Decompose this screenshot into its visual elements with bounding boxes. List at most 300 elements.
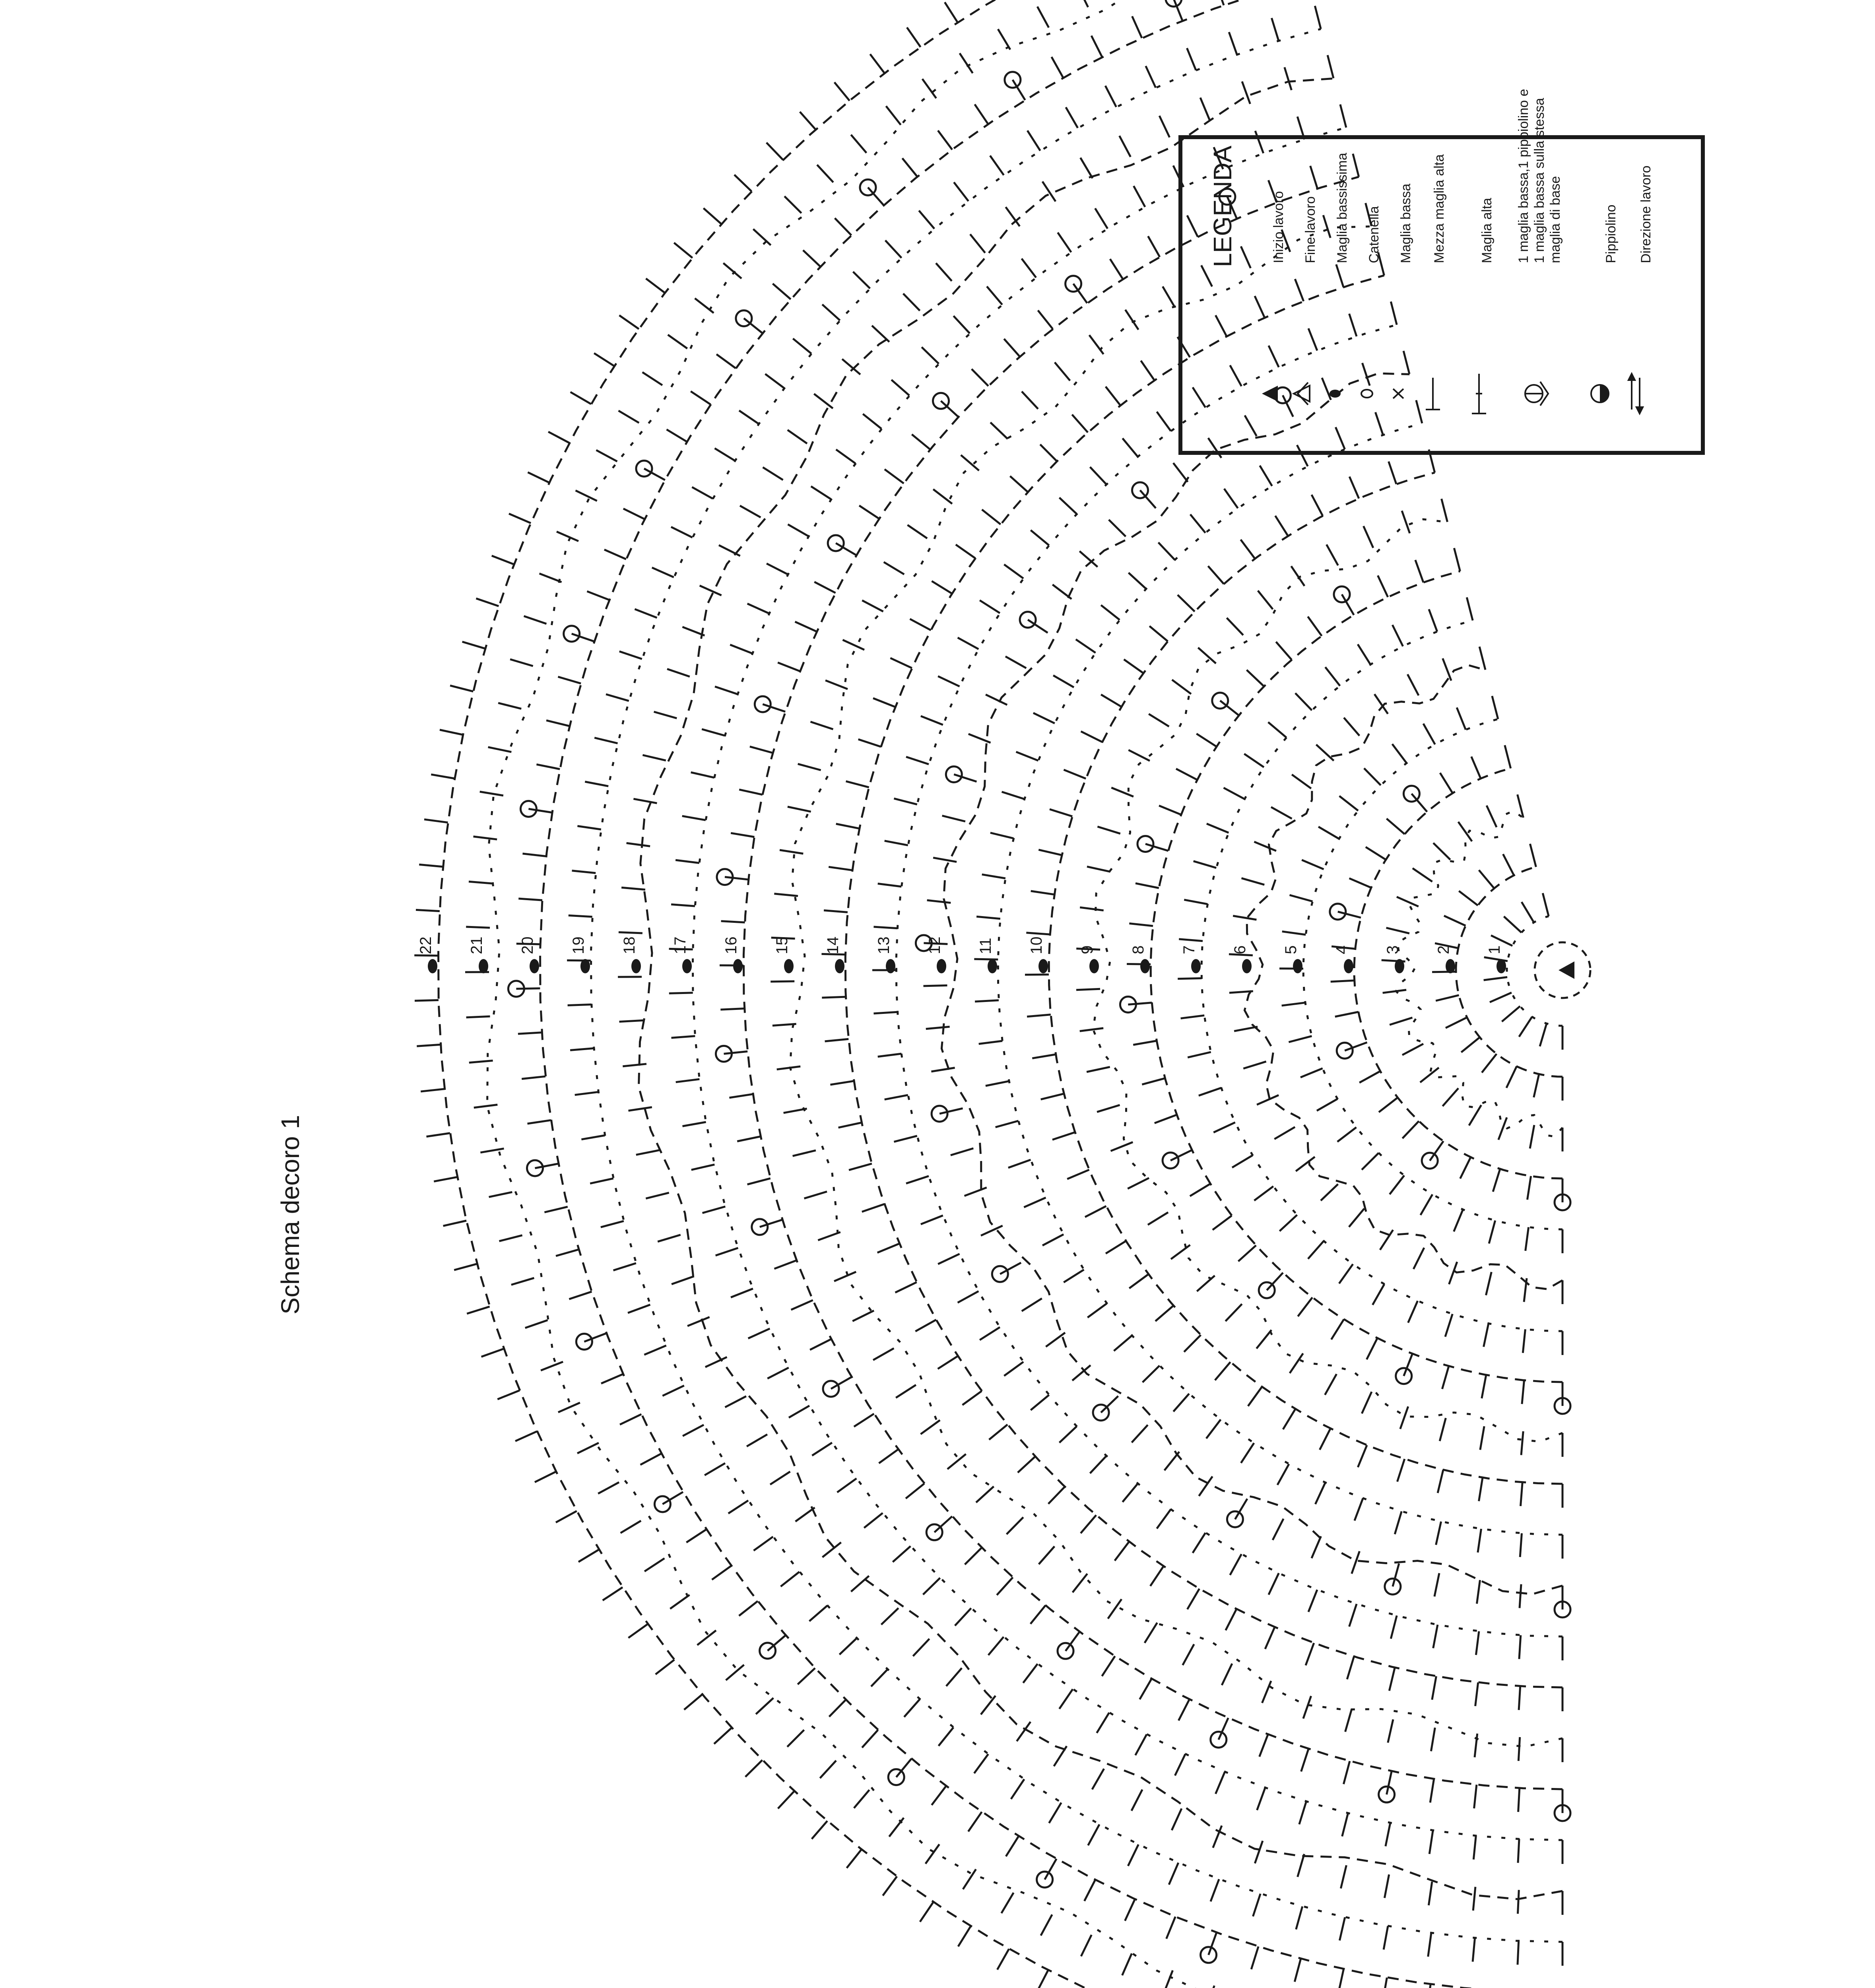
stitch-post (997, 1577, 1013, 1595)
stitch-post (982, 510, 1001, 524)
stitch-post (619, 651, 642, 659)
stitch-post (528, 1120, 551, 1124)
stitch-post (548, 432, 569, 443)
stitch-post (789, 1406, 809, 1417)
stitch-post (1530, 1125, 1534, 1149)
stitch-post (467, 1307, 489, 1314)
slip-stitch-mark (1293, 959, 1302, 973)
stitch-post (715, 687, 738, 694)
stitch-post (1145, 1623, 1157, 1643)
stitch-post (672, 1276, 694, 1284)
stitch-post (894, 798, 917, 804)
stitch-post (1149, 626, 1168, 641)
stitch-post (1042, 182, 1056, 202)
row-label: 18 (621, 936, 638, 954)
stitch-post (725, 877, 749, 880)
stitch-post (1429, 1882, 1432, 1905)
stitch-post (585, 782, 608, 786)
stitch-post (1148, 236, 1160, 257)
stitch-post (1503, 854, 1514, 875)
stitch-post (1282, 932, 1306, 935)
stitch-post (671, 905, 695, 906)
row-arc (1396, 811, 1562, 1137)
stitch-post (1206, 1419, 1221, 1439)
stitch-post (1059, 1689, 1073, 1709)
stitch-post (654, 712, 677, 718)
stitch-post (1128, 750, 1150, 761)
stitch-post (488, 747, 512, 752)
stitch-post (774, 894, 798, 896)
stitch-post (1490, 992, 1512, 1002)
stitch-post (1140, 1679, 1152, 1699)
stitch-post (1002, 792, 1025, 799)
stitch-post (1302, 860, 1324, 869)
stitch-post (1543, 893, 1549, 916)
stitch-post (933, 858, 957, 862)
stitch-post (619, 1020, 643, 1021)
slip-stitch-mark (1191, 959, 1201, 973)
stitch-post (1254, 1186, 1273, 1201)
stitch-post (963, 1391, 982, 1405)
stitch-post (958, 638, 979, 649)
stitch-post (528, 809, 552, 812)
stitch-post (1008, 1160, 1031, 1168)
stitch-post (836, 543, 856, 555)
stitch-post (778, 662, 800, 671)
stitch-post (1421, 1194, 1432, 1215)
row-label: 22 (417, 936, 435, 954)
start-arrow-mark (1559, 961, 1574, 979)
stitch-post (1171, 1245, 1190, 1259)
stitch-post (714, 1728, 732, 1744)
stitch-post (773, 283, 791, 299)
stitch-post (1216, 0, 1224, 5)
stitch-post (1347, 1656, 1354, 1679)
stitch-post (938, 1356, 958, 1369)
stitch-post (469, 881, 493, 883)
stitch-post (811, 722, 833, 729)
stitch-post (1084, 1880, 1095, 1901)
stitch-post (1366, 1338, 1377, 1360)
stitch-post (798, 1668, 815, 1684)
stitch-post (1454, 548, 1460, 571)
stitch-post (1429, 1831, 1433, 1854)
stitch-post (536, 765, 560, 769)
stitch-post (968, 1812, 982, 1831)
stitch-post (894, 1136, 917, 1142)
stitch-post (544, 1207, 567, 1212)
stitch-post (784, 196, 802, 213)
stitch-post (644, 1558, 664, 1571)
stitch-post (798, 764, 821, 770)
stitch-post (1132, 1425, 1148, 1442)
stitch-post (906, 1483, 924, 1499)
slip-stitch-mark (479, 959, 488, 973)
stitch-post (575, 1092, 599, 1095)
stitch-post (1060, 498, 1077, 514)
stitch-post (1049, 1803, 1062, 1823)
stitch-post (1504, 916, 1522, 933)
stitch-post (1148, 1212, 1168, 1225)
stitch-post (1046, 1333, 1066, 1347)
stitch-post (1428, 1933, 1431, 1957)
row-label: 5 (1282, 945, 1300, 954)
stitch-post (528, 472, 549, 483)
stitch-post (1155, 1306, 1174, 1321)
stitch-post (421, 1089, 444, 1091)
stitch-post (682, 816, 706, 820)
stitch-post (1397, 1459, 1404, 1481)
stitch-post (1134, 186, 1145, 207)
stitch-post (1273, 1519, 1283, 1540)
stitch-post (942, 816, 965, 822)
stitch-post (825, 1039, 849, 1041)
stitch-post (720, 1009, 744, 1010)
stitch-post (1022, 258, 1036, 278)
stitch-post (1054, 1746, 1067, 1767)
stitch-post (1337, 1127, 1357, 1142)
stitch-post (1459, 891, 1478, 905)
stitch-post (705, 1463, 725, 1475)
stitch-post (777, 1066, 801, 1070)
legend-title: LEGENDA (1208, 146, 1237, 267)
stitch-post (986, 1081, 1009, 1086)
stitch-post (1478, 1529, 1481, 1552)
stitch-post (1358, 1445, 1367, 1468)
stitch-post (662, 1386, 684, 1396)
stitch-post (756, 1698, 773, 1714)
stitch-post (1129, 1274, 1148, 1289)
stitch-post (1443, 658, 1452, 681)
stitch-post (979, 1041, 1003, 1044)
stitch-post (1522, 902, 1534, 922)
row-arc (1354, 769, 1562, 1179)
picot-cluster-icon (1525, 382, 1548, 406)
stitch-post (1358, 644, 1370, 664)
stitch-post (1135, 883, 1159, 888)
stitch-post (535, 1472, 556, 1482)
stitch-post (1389, 1668, 1395, 1691)
stitch-post (1213, 1122, 1235, 1132)
stitch-post (601, 1374, 623, 1384)
stitch-post (723, 263, 741, 279)
stitch-post (1344, 718, 1359, 736)
row-label: 10 (1028, 936, 1045, 954)
stitch-post (803, 250, 821, 266)
stitch-post (990, 833, 1013, 839)
stitch-post (1031, 1395, 1049, 1410)
stitch-post (1295, 1959, 1300, 1982)
stitch-post (1300, 1068, 1323, 1077)
stitch-post (598, 1482, 619, 1494)
slip-stitch-mark (1140, 959, 1150, 973)
stitch-post (1275, 516, 1288, 536)
stitch-post (1004, 339, 1020, 357)
stitch-post (1378, 575, 1388, 597)
stitch-post (1457, 708, 1465, 730)
stitch-post (1169, 1863, 1178, 1885)
stitch-post (1484, 977, 1508, 980)
stitch-post (953, 316, 970, 334)
stitch-post (895, 1282, 917, 1293)
stitch-post (1247, 670, 1264, 686)
stitch-post (1159, 116, 1170, 137)
stitch-post (1254, 842, 1276, 851)
slip-stitch-mark (886, 959, 895, 973)
stitch-post (1120, 136, 1131, 157)
stitch-post (558, 1403, 580, 1412)
stitch-post (1262, 1681, 1271, 1703)
row-arc (1093, 519, 1562, 1442)
stitch-post (886, 106, 901, 125)
stitch-post (730, 645, 752, 654)
stitch-post (1339, 1264, 1353, 1283)
stitch-post (1444, 916, 1466, 926)
stitch-post (1440, 1418, 1446, 1441)
stitch-post (788, 807, 811, 812)
stitch-post (960, 53, 973, 73)
stitch-post (1260, 1734, 1268, 1757)
stitch-post (1081, 1515, 1096, 1534)
stitch-post (1432, 1676, 1436, 1700)
stitch-post (1518, 1788, 1520, 1812)
stitch-post (927, 900, 951, 903)
stitch-post (1389, 462, 1396, 484)
stitch-post (1199, 1088, 1221, 1096)
stitch-post (804, 1192, 827, 1198)
stitch-post (737, 1136, 761, 1141)
stitch-post (1349, 1209, 1364, 1227)
stitch-post (1178, 595, 1195, 612)
stitch-post (656, 1660, 674, 1674)
stitch-post (1519, 1635, 1521, 1659)
stitch-post (1479, 870, 1495, 888)
stitch-post (1388, 1719, 1393, 1743)
stitch-post (771, 981, 794, 982)
stitch-post (1473, 1938, 1475, 1962)
stitch-post (859, 506, 879, 519)
stitch-post (1519, 1017, 1532, 1037)
stitch-post (921, 716, 943, 725)
stitch-post (692, 487, 713, 499)
stitch-post (767, 563, 788, 574)
stitch-post (1241, 1443, 1254, 1463)
stitch-post (770, 1472, 790, 1485)
stitch-post (1101, 695, 1122, 707)
stitch-post (796, 1508, 815, 1522)
stitch-post (788, 430, 807, 443)
stitch-post (1077, 0, 1088, 7)
stitch-post (1349, 878, 1371, 888)
stitch-post (1306, 1643, 1314, 1665)
stitch-post (1033, 713, 1055, 723)
stitch-post (1318, 827, 1339, 839)
stitch-post (1064, 1270, 1084, 1282)
stitch-post (715, 448, 735, 461)
stitch-post (854, 1414, 874, 1427)
stitch-post (1339, 1969, 1344, 1988)
stitch-post (658, 1235, 681, 1242)
stitch-post (535, 1164, 559, 1168)
stitch-post (1413, 868, 1432, 882)
stitch-post (419, 864, 443, 867)
stitch-post (1227, 618, 1243, 635)
stitch-post (557, 532, 578, 541)
stitch-post (1089, 335, 1104, 354)
stitch-post (1498, 1117, 1507, 1140)
stitch-post (1106, 1241, 1126, 1254)
stitch-post (965, 1188, 987, 1196)
stitch-post (569, 915, 592, 916)
stitch-post (931, 1068, 955, 1072)
stitch-post (642, 372, 662, 385)
stitch-post (793, 339, 811, 354)
legend-label-picot-cluster-2: 1 maglia bassa sulla stessa (1532, 98, 1547, 263)
stitch-post (619, 411, 639, 423)
stitch-post (1081, 1935, 1091, 1956)
stitch-post (1031, 530, 1049, 545)
slip-stitch-mark (580, 959, 590, 973)
stitch-post (1295, 693, 1312, 710)
stitch-post (1037, 7, 1049, 28)
stitch-post (862, 600, 883, 612)
stitch-post (1320, 1429, 1330, 1450)
stitch-post (1111, 1142, 1133, 1151)
stitch-post (788, 524, 809, 536)
stitch-post (474, 1105, 498, 1108)
slip-stitch-mark (1242, 959, 1252, 973)
stitch-post (989, 1425, 1007, 1440)
stitch-post (619, 932, 642, 933)
stitch-post (1163, 287, 1174, 307)
stitch-post (873, 1348, 894, 1360)
stitch-post (951, 1148, 973, 1155)
stitch-post (571, 392, 591, 404)
stitch-post (619, 315, 639, 329)
stitch-post (1489, 1221, 1495, 1244)
stitch-post (765, 374, 784, 388)
stitch-post (878, 883, 902, 887)
stitch-post (1165, 1452, 1179, 1470)
stitch-post (1026, 933, 1050, 934)
stitch-post (1073, 1574, 1087, 1592)
stitch-post (1420, 1068, 1439, 1082)
stitch-post (1476, 1631, 1479, 1655)
stitch-post (1260, 466, 1272, 486)
stitch-post (1442, 499, 1448, 522)
stitch-post (1408, 1301, 1418, 1323)
stitch-post (881, 1608, 899, 1625)
stitch-post (1269, 1573, 1279, 1595)
stitch-post (700, 586, 722, 596)
filled-oval-icon (1330, 390, 1341, 398)
open-arrow-icon-outer (1298, 382, 1308, 405)
picot-icon (1591, 385, 1609, 402)
stitch-post (1235, 1499, 1247, 1520)
row-arc (1049, 473, 1562, 1484)
stitch-post (1258, 591, 1273, 610)
row-label: 15 (773, 936, 791, 954)
stitch-post (1502, 1006, 1520, 1022)
stitch-post (1105, 86, 1116, 107)
stitch-post (1088, 1825, 1100, 1846)
stitch-post (524, 616, 547, 624)
stitch-post (1340, 105, 1346, 128)
stitch-post (1436, 1522, 1441, 1545)
stitch-post (1170, 1150, 1192, 1161)
stitch-post (623, 1064, 646, 1066)
row-label: 12 (926, 936, 943, 954)
stitch-post (1024, 1198, 1046, 1207)
stitch-post (1076, 989, 1100, 990)
stitch-post (1364, 768, 1381, 785)
stitch-post (703, 208, 721, 224)
stitch-post (1342, 594, 1354, 615)
stitch-post (1277, 1464, 1289, 1485)
stitch-post (908, 525, 928, 538)
stitch-post (1006, 1836, 1019, 1856)
stitch-post (885, 841, 908, 845)
stitch-post (1150, 1566, 1163, 1586)
stitch-post (1274, 1127, 1295, 1139)
stitch-post (1080, 1028, 1104, 1031)
stitch-post (1271, 807, 1292, 819)
stitch-post (1342, 1813, 1348, 1836)
stitch-post (809, 1606, 827, 1621)
stitch-post (1042, 1235, 1064, 1246)
stitch-post (577, 1443, 599, 1453)
stitch-post (627, 843, 650, 846)
stitch-post (415, 1000, 439, 1001)
stitch-post (667, 669, 690, 677)
stitch-post (1482, 1375, 1486, 1398)
row-arc (1151, 571, 1562, 1382)
stitch-post (603, 1587, 623, 1600)
stitch-post (820, 1761, 836, 1778)
stitch-post (712, 1566, 732, 1580)
stitch-post (1383, 1978, 1387, 1988)
stitch-post (683, 1122, 706, 1126)
stitch-post (910, 619, 931, 630)
stitch-post (847, 1849, 862, 1868)
stitch-post (568, 1004, 592, 1005)
stitch-post (1402, 1121, 1419, 1139)
stitch-post (474, 837, 497, 839)
stitch-post (873, 698, 895, 707)
stitch-post (853, 272, 870, 288)
stitch-post (644, 469, 665, 480)
stitch-post (633, 799, 657, 803)
stitch-post (814, 394, 833, 409)
stitch-post (851, 1576, 869, 1592)
stitch-post (932, 581, 952, 594)
stitch-post (1004, 1362, 1024, 1376)
stitch-post (1011, 1779, 1024, 1799)
stitch-post (938, 1254, 959, 1264)
stitch-post (834, 1272, 856, 1281)
stitch-post (684, 1694, 703, 1710)
stitch-post (1092, 1769, 1104, 1790)
stitch-post (1471, 757, 1481, 779)
stitch-post (961, 455, 979, 471)
stitch-post (883, 1876, 897, 1895)
stitch-post (1518, 1839, 1519, 1863)
stitch-post (958, 1291, 979, 1303)
stitch-post (822, 305, 840, 320)
stitch-post (1097, 827, 1120, 834)
stitch-post (1366, 847, 1386, 860)
stitch-post (1018, 1456, 1035, 1473)
